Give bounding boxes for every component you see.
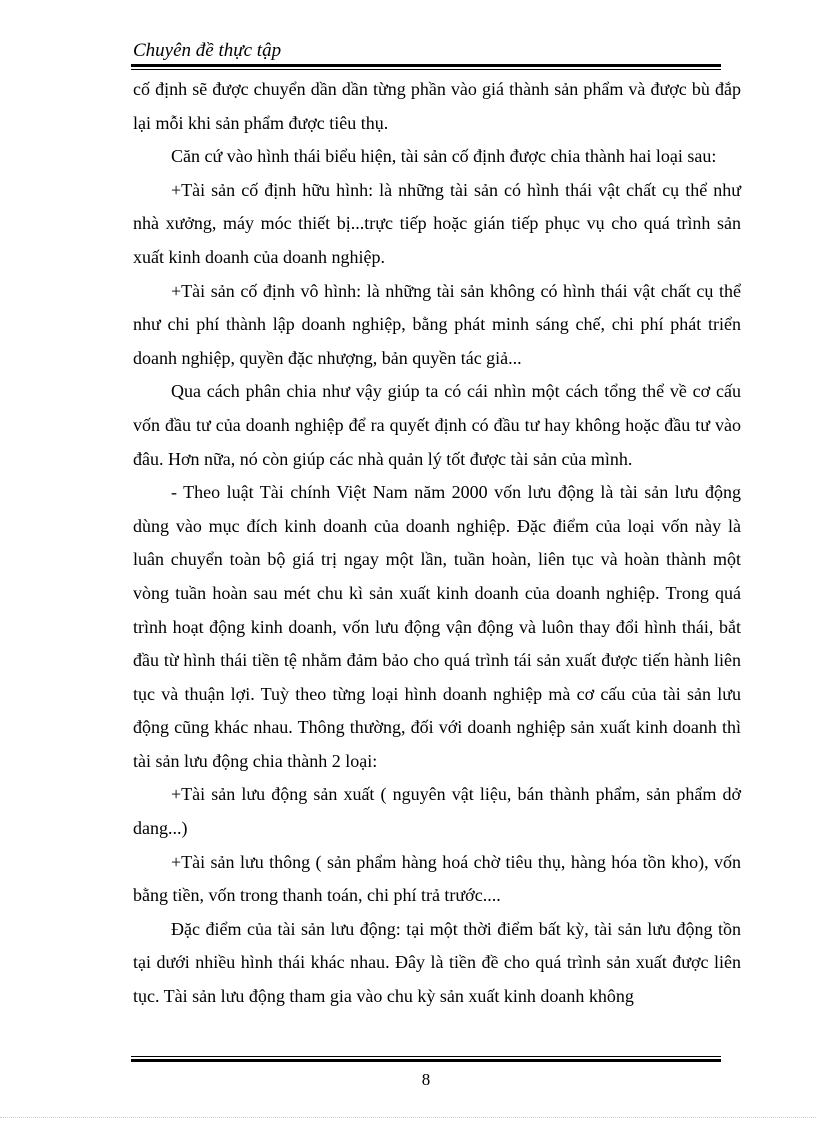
page-footer — [131, 1056, 721, 1090]
footer-rule-thick — [131, 1059, 721, 1062]
paragraph-3: +Tài sản cố định hữu hình: là những tài sản có hình thái vật chất cụ thể như nhà xưởng, máy móc thiết bị...trực tiếp hoặc gián tiếp phục vụ cho quá trình sản xuất kinh doanh của doanh nghiệp. — [133, 179, 741, 267]
paragraph-2: Căn cứ vào hình thái biểu hiện, tài sản cố định được chia thành hai loại sau: — [171, 146, 717, 167]
paragraph-4: +Tài sản cố định vô hình: là những tài sản không có hình thái vật chất cụ thể như chi phí thành lập doanh nghiệp, bằng phát minh sáng chế, chi phí phát triển doanh nghiệp, quyền đặc nhượng, bản quyền tác giả... — [133, 280, 741, 368]
footer-rule-thin — [131, 1056, 721, 1057]
page-number: 8 — [421, 1070, 431, 1089]
document-body — [133, 73, 741, 1014]
paragraph-7: +Tài sản lưu động sản xuất ( nguyên vật liệu, bán thành phẩm, sản phẩm dở dang...) — [133, 784, 741, 839]
paragraph-5: Qua cách phân chia như vậy giúp ta có cái nhìn một cách tổng thể về cơ cấu vốn đầu tư của doanh nghiệp để ra quyết định có đầu tư hay không hoặc đầu tư vào đâu. Hơn nữa, nó còn giúp các nhà quản lý tốt được tài sản của mình. — [133, 381, 741, 469]
paragraph-6: - Theo luật Tài chính Việt Nam năm 2000 vốn lưu động là tài sản lưu động dùng vào mục đích kinh doanh của doanh nghiệp. Đặc điểm của loại vốn này là luân chuyển toàn bộ giá trị ngay một lần, tuần hoàn, liên tục và hoàn thành một vòng tuần hoàn sau mét chu kì sản xuất kinh doanh của doanh nghiệp. Trong quá trình hoạt động kinh doanh, vốn lưu động vận động và luôn thay đổi hình thái, bắt đầu từ hình thái tiền tệ nhằm đảm bảo cho quá trình tái sản xuất được tiến hành liên tục và thuận lợi. Tuỳ theo từng loại hình doanh nghiệp mà cơ cấu của tài sản lưu động cũng khác nhau. Thông thường, đối với doanh nghiệp sản xuất kinh doanh thì tài sản lưu động chia thành 2 loại: — [133, 482, 741, 771]
header-title: Chuyên đề thực tập — [133, 40, 282, 61]
page-edge-divider — [0, 1117, 816, 1118]
paragraph-9: Đặc điểm của tài sản lưu động: tại một thời điểm bất kỳ, tài sản lưu động tồn tại dưới nhiều hình thái khác nhau. Đây là tiền đề cho quá trình sản xuất được liên tục. Tài sản lưu động tham gia vào chu kỳ sản xuất kinh doanh không — [133, 918, 741, 1007]
page-header — [131, 40, 721, 70]
header-rule-thick — [131, 64, 721, 67]
paragraph-1: cố định sẽ được chuyển dần dần từng phần vào giá thành sản phẩm và được bù đắp lại mỗi khi sản phẩm được tiêu thụ. — [133, 79, 741, 133]
paragraph-8: +Tài sản lưu thông ( sản phẩm hàng hoá chờ tiêu thụ, hàng hóa tồn kho), vốn bằng tiền, vốn trong thanh toán, chi phí trả trước.... — [133, 851, 741, 906]
header-rule-thin — [131, 69, 721, 70]
